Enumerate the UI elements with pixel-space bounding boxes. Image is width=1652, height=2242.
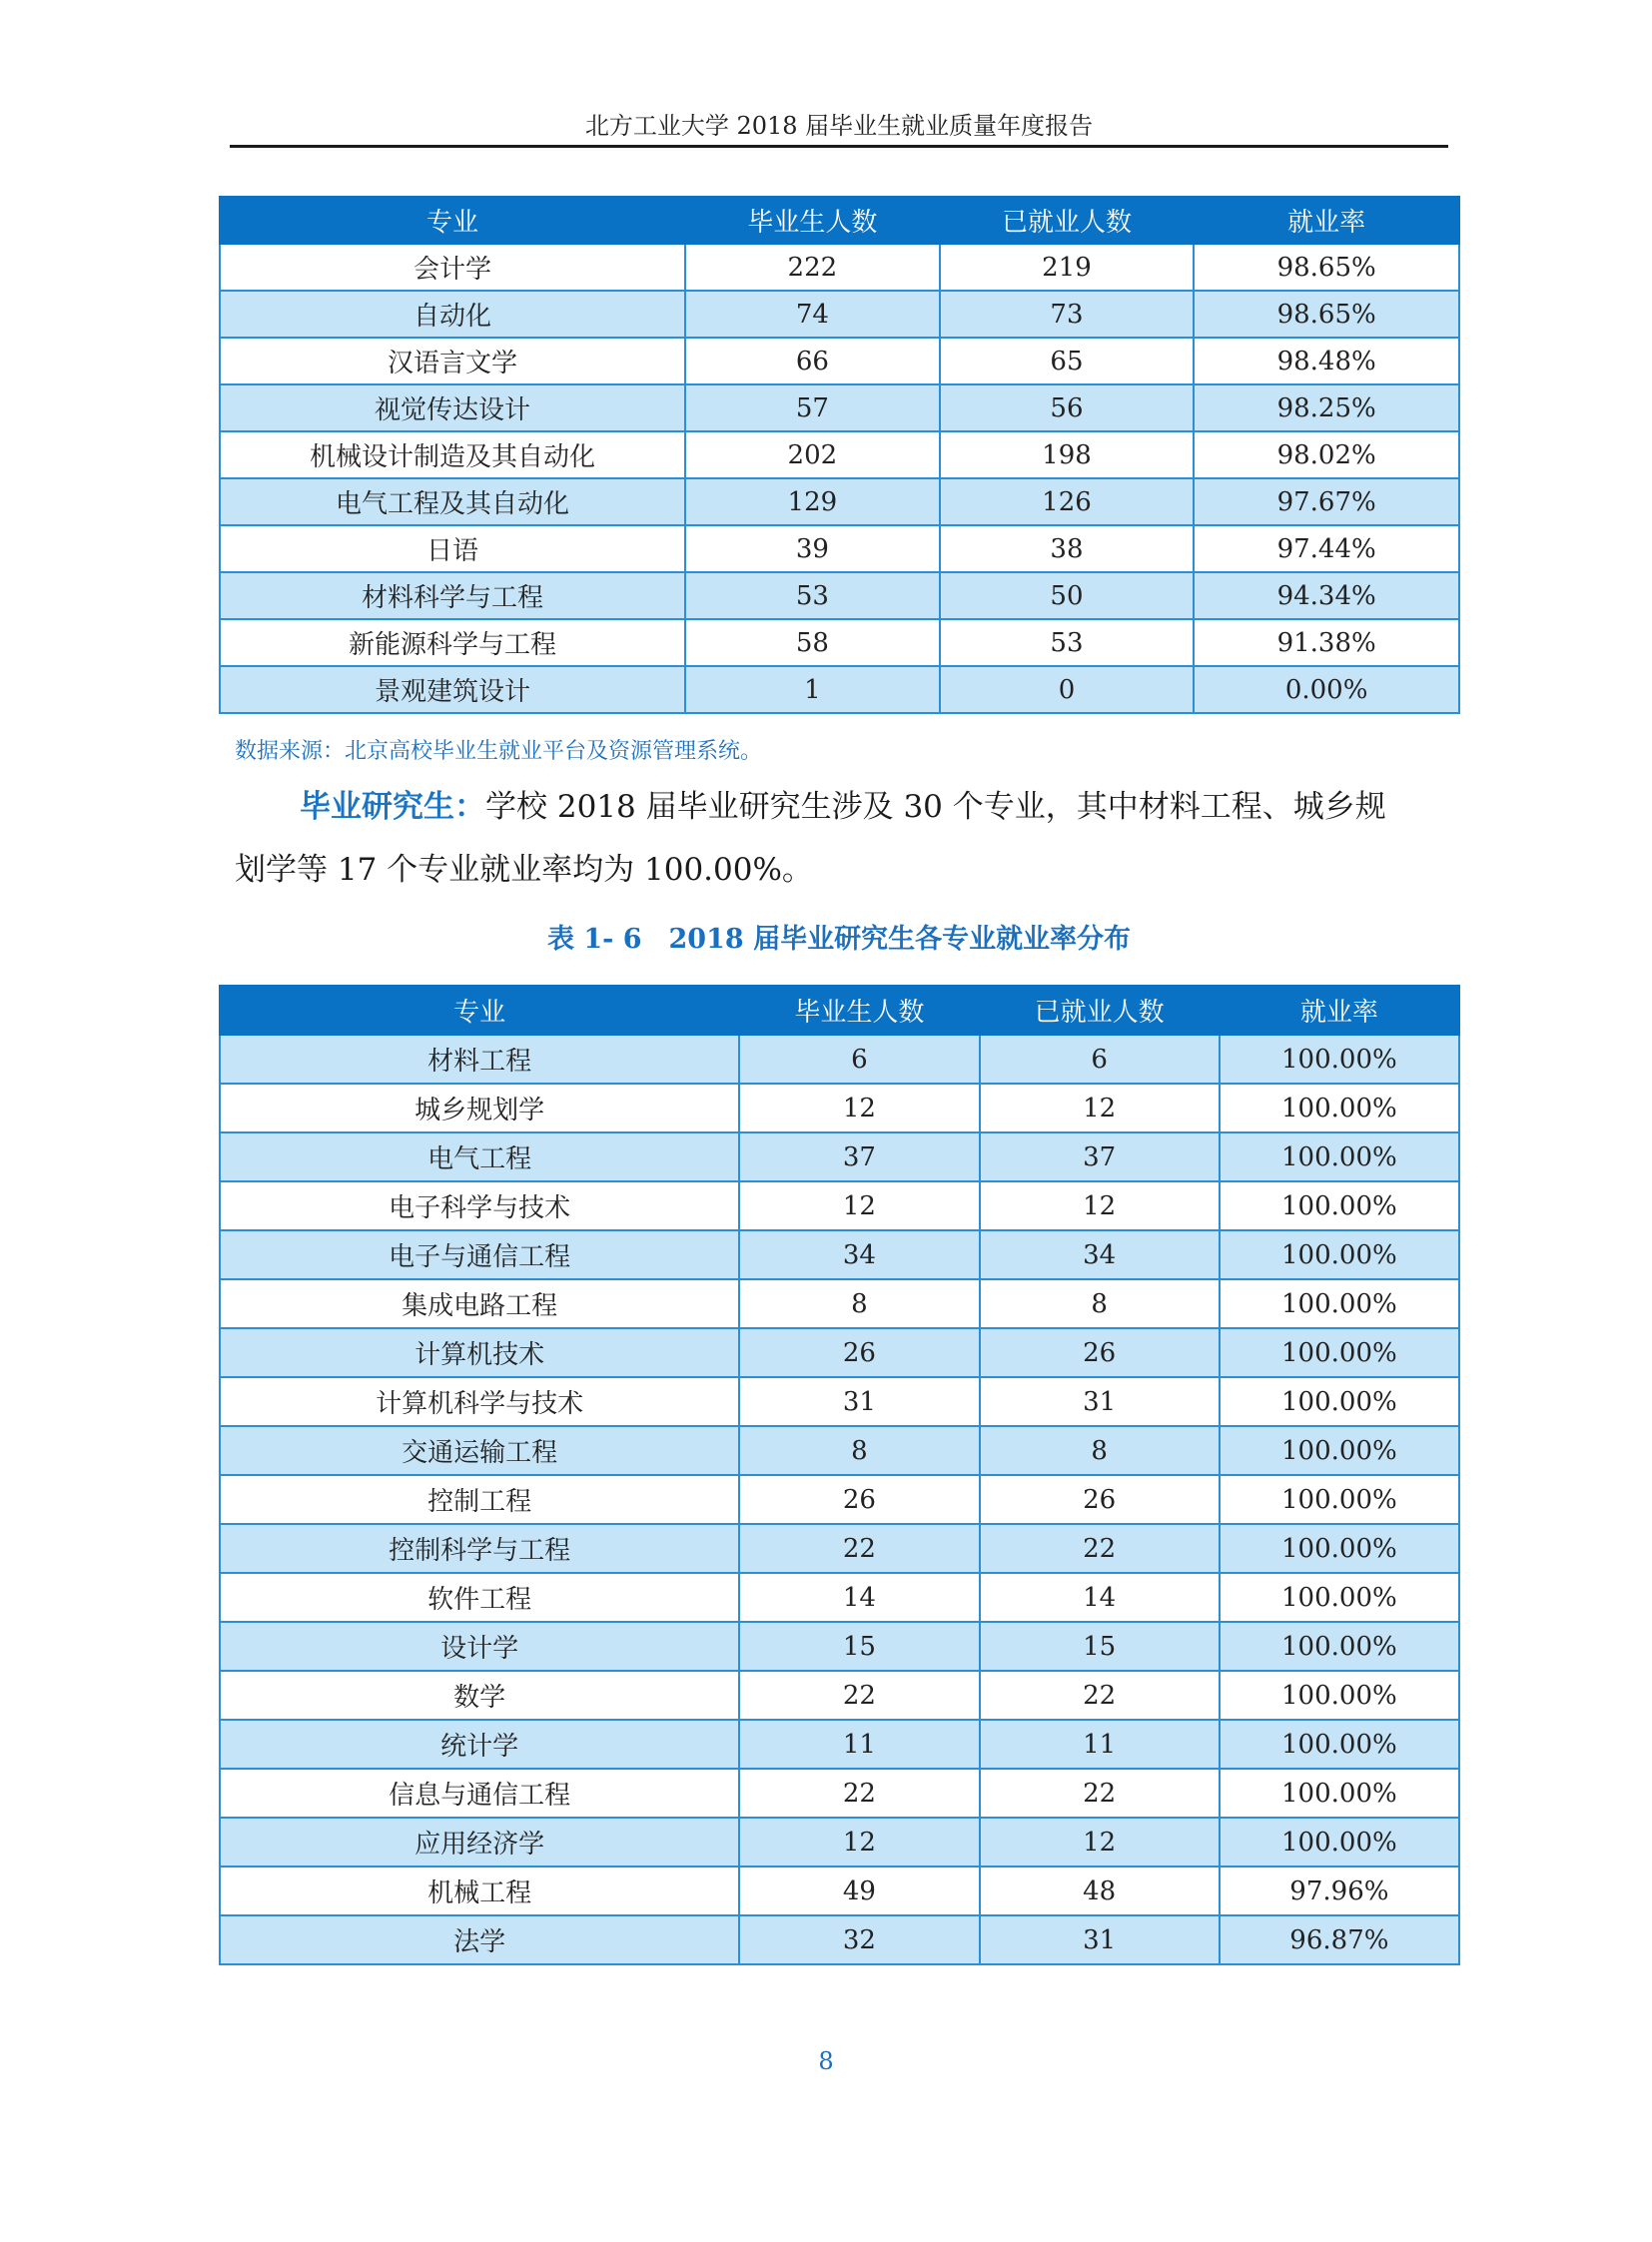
table-row <box>220 666 1459 713</box>
table-row <box>220 1524 1459 1573</box>
cell-major: 集成电路工程 <box>220 1279 739 1328</box>
cell-employed: 126 <box>940 478 1195 525</box>
cell-rate: 100.00% <box>1220 1377 1459 1426</box>
cell-rate: 98.25% <box>1194 384 1459 431</box>
cell-employed: 198 <box>940 431 1195 478</box>
cell-rate: 98.02% <box>1194 431 1459 478</box>
cell-employed: 26 <box>980 1328 1220 1377</box>
cell-employed: 8 <box>980 1279 1220 1328</box>
cell-employed: 65 <box>940 338 1195 384</box>
cell-employed: 11 <box>980 1720 1220 1769</box>
header-rule <box>230 145 1448 148</box>
cell-major: 交通运输工程 <box>220 1426 739 1475</box>
cell-major: 电气工程及其自动化 <box>220 478 685 525</box>
cell-graduates: 12 <box>739 1084 979 1132</box>
cell-major: 自动化 <box>220 291 685 338</box>
paragraph-line-2: 划学等 17 个专业就业率均为 100.00%。 <box>235 852 813 888</box>
cell-graduates: 1 <box>685 666 940 713</box>
cell-major: 会计学 <box>220 244 685 291</box>
cell-major: 新能源科学与工程 <box>220 619 685 666</box>
cell-employed: 31 <box>980 1915 1220 1964</box>
cell-major: 景观建筑设计 <box>220 666 685 713</box>
column-header-graduates: 毕业生人数 <box>739 986 979 1035</box>
cell-graduates: 15 <box>739 1622 979 1671</box>
cell-rate: 100.00% <box>1220 1132 1459 1181</box>
running-header: 北方工业大学 2018 届毕业生就业质量年度报告 <box>584 112 1094 140</box>
cell-major: 电气工程 <box>220 1132 739 1181</box>
cell-rate: 100.00% <box>1220 1769 1459 1818</box>
cell-graduates: 31 <box>739 1377 979 1426</box>
paragraph-lead: 毕业研究生： <box>300 789 485 825</box>
cell-rate: 100.00% <box>1220 1818 1459 1867</box>
cell-employed: 38 <box>940 525 1195 572</box>
cell-graduates: 57 <box>685 384 940 431</box>
cell-employed: 0 <box>940 666 1195 713</box>
cell-rate: 100.00% <box>1220 1426 1459 1475</box>
cell-employed: 56 <box>940 384 1195 431</box>
table-row <box>220 1769 1459 1818</box>
cell-rate: 100.00% <box>1220 1279 1459 1328</box>
table-row <box>220 1475 1459 1524</box>
cell-major: 法学 <box>220 1915 739 1964</box>
cell-rate: 100.00% <box>1220 1524 1459 1573</box>
cell-major: 电子与通信工程 <box>220 1230 739 1279</box>
cell-graduates: 22 <box>739 1671 979 1720</box>
cell-employed: 15 <box>980 1622 1220 1671</box>
cell-rate: 100.00% <box>1220 1084 1459 1132</box>
table-row <box>220 1671 1459 1720</box>
data-source-note: 数据来源：北京高校毕业生就业平台及资源管理系统。 <box>235 739 763 764</box>
column-header-graduates: 毕业生人数 <box>685 197 940 244</box>
cell-major: 汉语言文学 <box>220 338 685 384</box>
table-row <box>220 478 1459 525</box>
table-row <box>220 1181 1459 1230</box>
cell-graduates: 222 <box>685 244 940 291</box>
cell-graduates: 6 <box>739 1035 979 1084</box>
cell-rate: 0.00% <box>1194 666 1459 713</box>
cell-graduates: 11 <box>739 1720 979 1769</box>
cell-major: 控制工程 <box>220 1475 739 1524</box>
cell-major: 机械工程 <box>220 1867 739 1915</box>
cell-rate: 96.87% <box>1220 1915 1459 1964</box>
cell-major: 计算机技术 <box>220 1328 739 1377</box>
table-row <box>220 1818 1459 1867</box>
cell-rate: 100.00% <box>1220 1720 1459 1769</box>
cell-employed: 48 <box>980 1867 1220 1915</box>
cell-rate: 98.65% <box>1194 291 1459 338</box>
table-caption: 表 1- 6 2018 届毕业研究生各专业就业率分布 <box>546 924 1132 955</box>
cell-rate: 100.00% <box>1220 1475 1459 1524</box>
cell-rate: 100.00% <box>1220 1181 1459 1230</box>
cell-graduates: 26 <box>739 1328 979 1377</box>
cell-major: 信息与通信工程 <box>220 1769 739 1818</box>
table-row <box>220 1132 1459 1181</box>
table-row <box>220 338 1459 384</box>
cell-graduates: 22 <box>739 1524 979 1573</box>
cell-graduates: 12 <box>739 1181 979 1230</box>
cell-rate: 100.00% <box>1220 1230 1459 1279</box>
cell-employed: 34 <box>980 1230 1220 1279</box>
cell-rate: 97.96% <box>1220 1867 1459 1915</box>
cell-employed: 22 <box>980 1524 1220 1573</box>
cell-rate: 100.00% <box>1220 1328 1459 1377</box>
cell-graduates: 39 <box>685 525 940 572</box>
cell-rate: 94.34% <box>1194 572 1459 619</box>
cell-employed: 12 <box>980 1084 1220 1132</box>
table-row <box>220 1084 1459 1132</box>
cell-major: 数学 <box>220 1671 739 1720</box>
cell-employed: 73 <box>940 291 1195 338</box>
table-row <box>220 244 1459 291</box>
cell-major: 日语 <box>220 525 685 572</box>
table-row <box>220 572 1459 619</box>
column-header-employed: 已就业人数 <box>980 986 1220 1035</box>
cell-employed: 22 <box>980 1671 1220 1720</box>
column-header-rate: 就业率 <box>1194 197 1459 244</box>
cell-graduates: 26 <box>739 1475 979 1524</box>
column-header-employed: 已就业人数 <box>940 197 1195 244</box>
table-header-row <box>220 986 1459 1035</box>
cell-graduates: 8 <box>739 1279 979 1328</box>
cell-employed: 219 <box>940 244 1195 291</box>
cell-rate: 100.00% <box>1220 1573 1459 1622</box>
cell-employed: 6 <box>980 1035 1220 1084</box>
cell-graduates: 37 <box>739 1132 979 1181</box>
column-header-major: 专业 <box>220 197 685 244</box>
undergrad-table-body <box>220 244 1459 713</box>
graduate-employment-table <box>219 985 1460 1965</box>
cell-employed: 14 <box>980 1573 1220 1622</box>
table-row <box>220 1720 1459 1769</box>
table-row <box>220 1573 1459 1622</box>
column-header-rate: 就业率 <box>1220 986 1459 1035</box>
cell-employed: 37 <box>980 1132 1220 1181</box>
paragraph-line-1 <box>300 781 1498 826</box>
cell-major: 设计学 <box>220 1622 739 1671</box>
cell-major: 材料工程 <box>220 1035 739 1084</box>
cell-employed: 31 <box>980 1377 1220 1426</box>
cell-major: 软件工程 <box>220 1573 739 1622</box>
cell-employed: 8 <box>980 1426 1220 1475</box>
table-row <box>220 525 1459 572</box>
cell-employed: 53 <box>940 619 1195 666</box>
undergrad-employment-table <box>219 196 1460 714</box>
cell-graduates: 129 <box>685 478 940 525</box>
column-header-major: 专业 <box>220 986 739 1035</box>
cell-major: 应用经济学 <box>220 1818 739 1867</box>
cell-graduates: 66 <box>685 338 940 384</box>
cell-rate: 98.48% <box>1194 338 1459 384</box>
table-row <box>220 431 1459 478</box>
cell-major: 机械设计制造及其自动化 <box>220 431 685 478</box>
cell-graduates: 74 <box>685 291 940 338</box>
cell-rate: 98.65% <box>1194 244 1459 291</box>
cell-graduates: 49 <box>739 1867 979 1915</box>
page-number: 8 <box>818 2047 834 2075</box>
table-row <box>220 291 1459 338</box>
table-row <box>220 1230 1459 1279</box>
cell-major: 视觉传达设计 <box>220 384 685 431</box>
table-row <box>220 1328 1459 1377</box>
cell-graduates: 202 <box>685 431 940 478</box>
cell-graduates: 32 <box>739 1915 979 1964</box>
cell-graduates: 12 <box>739 1818 979 1867</box>
cell-rate: 100.00% <box>1220 1035 1459 1084</box>
cell-employed: 22 <box>980 1769 1220 1818</box>
cell-rate: 97.67% <box>1194 478 1459 525</box>
cell-graduates: 14 <box>739 1573 979 1622</box>
table-row <box>220 1035 1459 1084</box>
table-row <box>220 1279 1459 1328</box>
cell-major: 材料科学与工程 <box>220 572 685 619</box>
cell-employed: 50 <box>940 572 1195 619</box>
table-row <box>220 1377 1459 1426</box>
cell-graduates: 8 <box>739 1426 979 1475</box>
table-row <box>220 619 1459 666</box>
graduate-table-body <box>220 1035 1459 1964</box>
cell-graduates: 53 <box>685 572 940 619</box>
cell-rate: 91.38% <box>1194 619 1459 666</box>
cell-major: 计算机科学与技术 <box>220 1377 739 1426</box>
table-row <box>220 384 1459 431</box>
cell-major: 统计学 <box>220 1720 739 1769</box>
cell-major: 电子科学与技术 <box>220 1181 739 1230</box>
cell-major: 控制科学与工程 <box>220 1524 739 1573</box>
table-row <box>220 1622 1459 1671</box>
table-row <box>220 1867 1459 1915</box>
cell-major: 城乡规划学 <box>220 1084 739 1132</box>
paragraph-line-1-text: 学校 2018 届毕业研究生涉及 30 个专业，其中材料工程、城乡规 <box>485 789 1386 825</box>
table-header-row <box>220 197 1459 244</box>
cell-employed: 26 <box>980 1475 1220 1524</box>
cell-employed: 12 <box>980 1818 1220 1867</box>
cell-graduates: 22 <box>739 1769 979 1818</box>
table-row <box>220 1915 1459 1964</box>
cell-rate: 97.44% <box>1194 525 1459 572</box>
table-row <box>220 1426 1459 1475</box>
cell-rate: 100.00% <box>1220 1622 1459 1671</box>
cell-employed: 12 <box>980 1181 1220 1230</box>
cell-graduates: 58 <box>685 619 940 666</box>
cell-graduates: 34 <box>739 1230 979 1279</box>
cell-rate: 100.00% <box>1220 1671 1459 1720</box>
